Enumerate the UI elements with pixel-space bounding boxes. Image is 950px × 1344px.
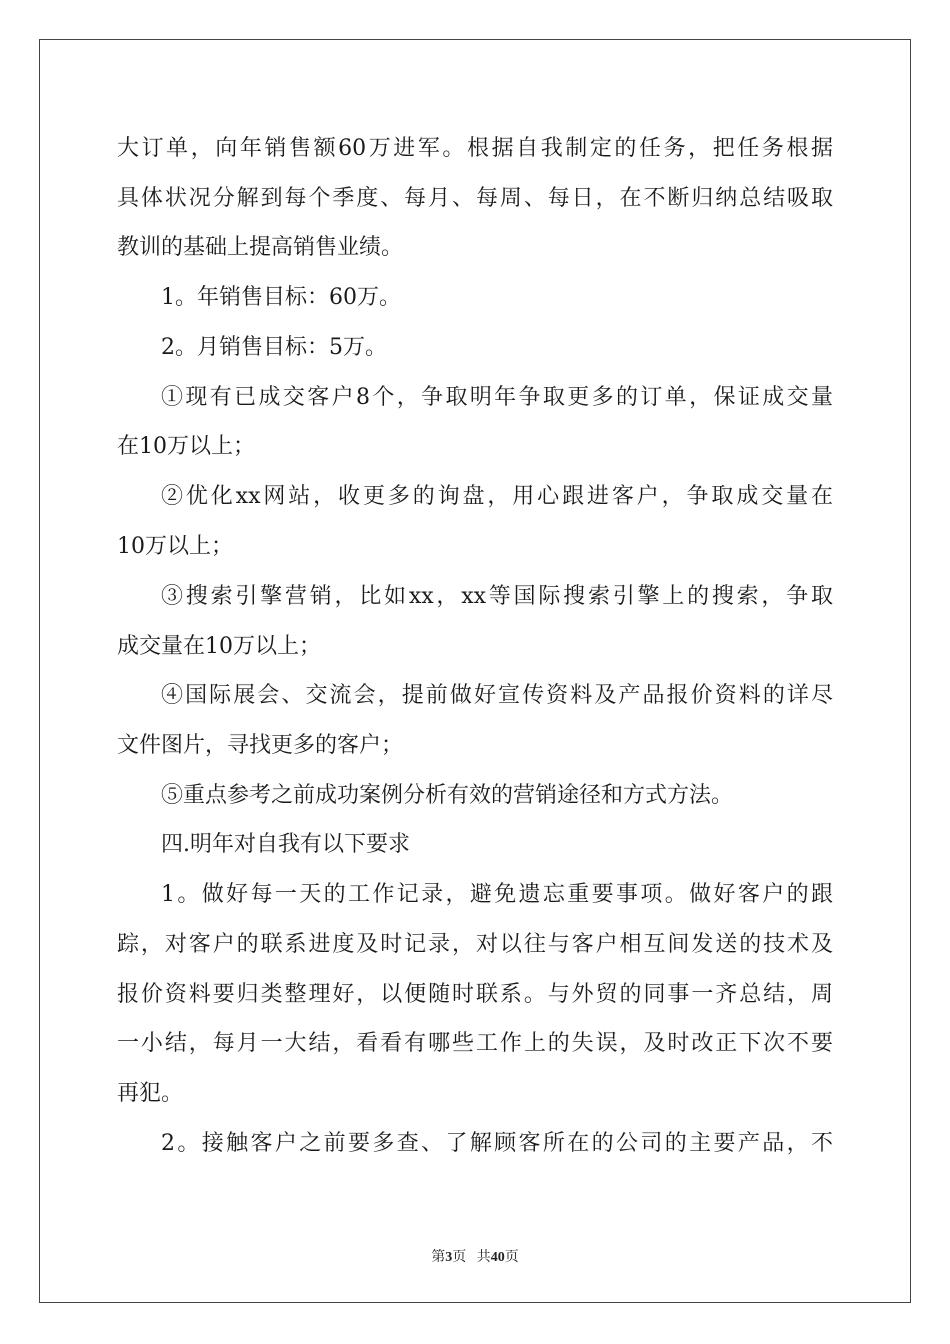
body-line-19: 一小结，每月一大结，看看有哪些工作上的失误，及时改正下次不要 [117, 1031, 833, 1056]
footer-total-suffix: 页 [504, 1250, 519, 1265]
body-line-11: 成交量在10万以上； [117, 634, 321, 659]
footer-total-pages: 40 [490, 1250, 505, 1265]
footer-total-prefix: 共 [476, 1250, 491, 1265]
footer-page-prefix: 第 [431, 1250, 446, 1265]
body-line-21: 2。接触客户之前要多查、了解顾客所在的公司的主要产品，不 [161, 1131, 833, 1156]
body-line-17: 踪，对客户的联系进度及时记录，对以往与客户相互间发送的技术及 [117, 932, 833, 957]
footer-page-suffix: 页 [452, 1250, 467, 1265]
body-line-13: 文件图片，寻找更多的客户； [117, 733, 404, 758]
body-line-6: ①现有已成交客户8个，争取明年争取更多的订单，保证成交量 [161, 385, 833, 410]
page-frame [39, 39, 911, 1303]
body-line-9: 10万以上； [117, 534, 233, 559]
footer-page-number: 3 [445, 1250, 453, 1265]
body-line-1: 大订单，向年销售额60万进军。根据自我制定的任务，把任务根据 [117, 136, 833, 161]
body-line-12: ④国际展会、交流会，提前做好宣传资料及产品报价资料的详尽 [161, 683, 833, 708]
body-line-10: ③搜索引擎营销，比如xx，xx等国际搜索引擎上的搜索，争取 [161, 584, 833, 609]
body-line-5: 2。月销售目标：5万。 [161, 335, 387, 360]
body-line-2: 具体状况分解到每个季度、每月、每周、每日，在不断归纳总结吸取 [117, 186, 833, 211]
body-line-4: 1。年销售目标：60万。 [161, 285, 401, 310]
body-line-20: 再犯。 [117, 1081, 184, 1106]
body-line-8: ②优化xx网站，收更多的询盘，用心跟进客户，争取成交量在 [161, 484, 833, 509]
body-line-3: 教训的基础上提高销售业绩。 [117, 235, 404, 260]
body-line-18: 报价资料要归类整理好，以便随时联系。与外贸的同事一齐总结，周 [117, 982, 833, 1007]
section-heading: 四.明年对自我有以下要求 [161, 832, 410, 857]
page-footer [0, 1246, 950, 1266]
body-line-16: 1。做好每一天的工作记录，避免遗忘重要事项。做好客户的跟 [161, 882, 833, 907]
body-line-14: ⑤重点参考之前成功案例分析有效的营销途径和方式方法。 [161, 783, 734, 808]
body-line-7: 在10万以上； [117, 434, 255, 459]
